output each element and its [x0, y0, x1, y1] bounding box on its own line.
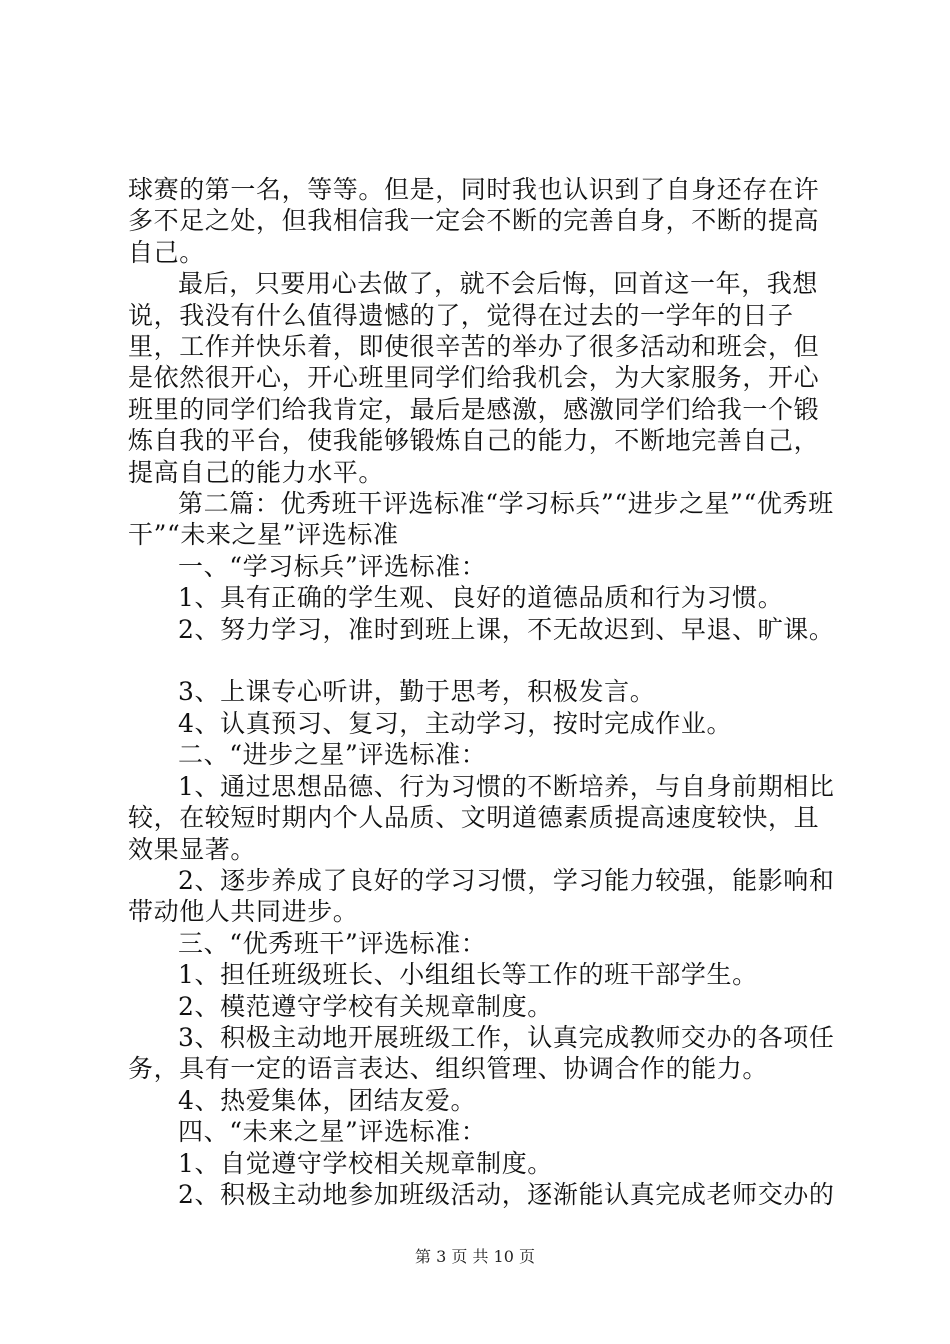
list-item: 1、自觉遵守学校相关规章制度。	[178, 1148, 553, 1178]
list-item: 2、逐步养成了良好的学习习惯，学习能力较强，能影响和带动他人共同进步。	[128, 865, 835, 927]
list-item: 2、努力学习，准时到班上课，不无故迟到、早退、旷课。	[178, 614, 835, 644]
subsection-heading: 一、“学习标兵”评选标准：	[178, 551, 487, 581]
list-item: 4、热爱集体，团结友爱。	[178, 1085, 477, 1115]
paragraph: 最后，只要用心去做了，就不会后悔，回首这一年，我想说，我没有什么值得遗憾的了，觉得在过去的一学年的日子里，工作并快乐着，即使很辛苦的举办了很多活动和班会，但是依然很开心，开心班里同学们给我机会，为大家服务，开心班里的同学们给我肯定，最后是感激，感激同学们给我一个锻炼自我的平台，使我能够锻炼自己的能力，不断地完善自己，提高自己的能力水平。	[128, 269, 820, 487]
document-body	[128, 174, 838, 1210]
subsection-heading: 四、“未来之星”评选标准：	[178, 1117, 487, 1147]
list-item: 4、认真预习、复习，主动学习，按时完成作业。	[178, 708, 733, 738]
blank-line	[128, 645, 838, 676]
list-item: 1、具有正确的学生观、良好的道德品质和行为习惯。	[178, 583, 784, 613]
page-number-footer: 第 3 页 共 10 页	[415, 1247, 535, 1266]
subsection-heading: 三、“优秀班干”评选标准：	[178, 928, 487, 958]
list-item: 3、积极主动地开展班级工作，认真完成教师交办的各项任务，具有一定的语言表达、组织管理、协调合作的能力。	[128, 1022, 835, 1084]
list-item: 1、担任班级班长、小组组长等工作的班干部学生。	[178, 960, 758, 990]
list-item: 2、模范遵守学校有关规章制度。	[178, 991, 553, 1021]
subsection-heading: 二、“进步之星”评选标准：	[178, 740, 487, 770]
list-item: 3、上课专心听讲，勤于思考，积极发言。	[178, 677, 656, 707]
paragraph: 球赛的第一名，等等。但是，同时我也认识到了自身还存在许多不足之处，但我相信我一定会不断的完善自身，不断的提高自己。	[128, 175, 820, 267]
list-item: 1、通过思想品德、行为习惯的不断培养，与自身前期相比较，在较短时期内个人品质、文明道德素质提高速度较快，且效果显著。	[128, 771, 835, 864]
list-item: 2、积极主动地参加班级活动，逐渐能认真完成老师交办的	[178, 1179, 835, 1209]
section-heading: 第二篇：优秀班干评选标准“学习标兵”“进步之星”“优秀班干”“未来之星”评选标准	[128, 489, 834, 550]
